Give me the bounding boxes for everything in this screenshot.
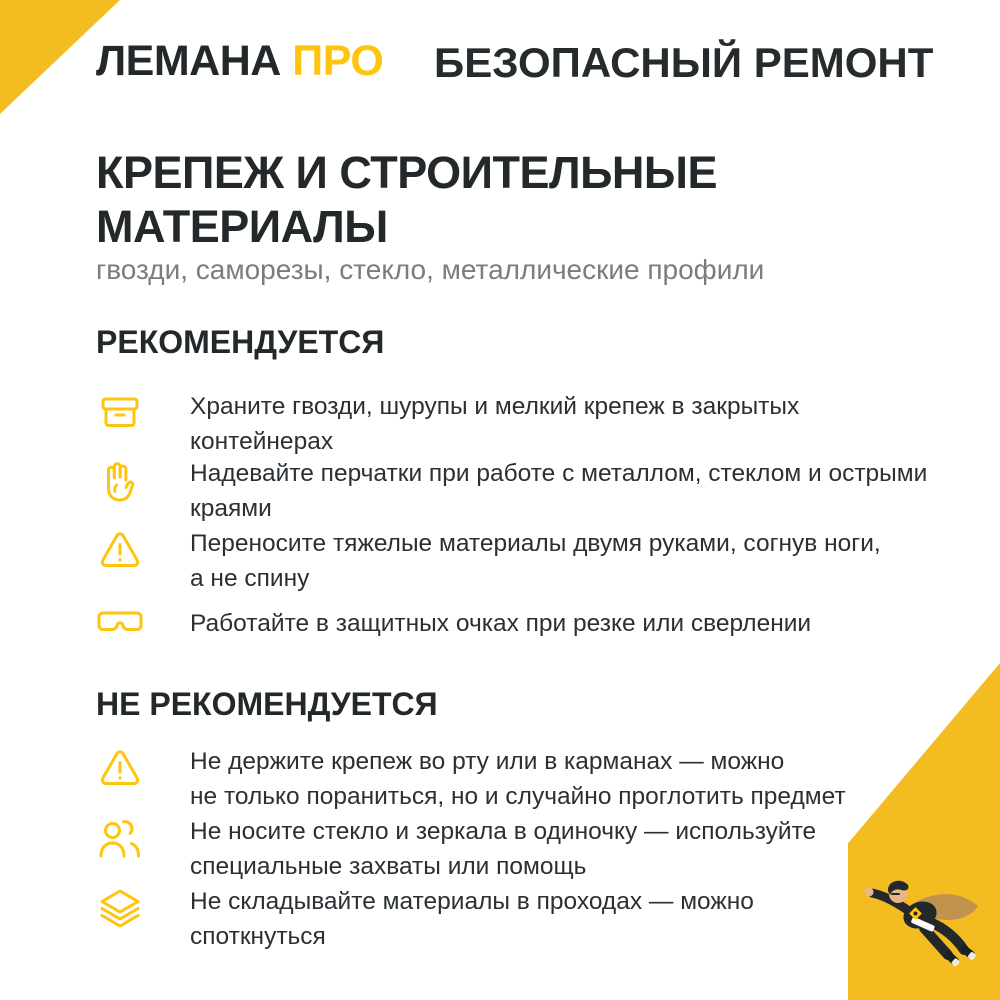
rule-text: Не складывайте материалы в проходах — можно споткнуться xyxy=(190,888,754,950)
rule-text: Храните гвозди, шурупы и мелкий крепеж в закрытых контейнерах xyxy=(190,393,800,455)
brand-logo xyxy=(96,37,384,85)
warning-triangle-icon xyxy=(96,527,146,577)
rule-row xyxy=(96,884,970,954)
warning-triangle-icon xyxy=(96,745,146,795)
program-title: БЕЗОПАСНЫЙ РЕМОНТ xyxy=(434,39,934,86)
rule-text: Не держите крепеж во рту или в карманах — можно не только пораниться, но и случайно проглотить предмет xyxy=(190,748,846,810)
people-pair-icon xyxy=(96,815,146,865)
page-title: КРЕПЕЖ И СТРОИТЕЛЬНЫЕ МАТЕРИАЛЫ xyxy=(96,147,717,252)
storage-box-icon xyxy=(96,390,146,440)
rule-row xyxy=(96,526,970,596)
brand-logo-accent: ПРО xyxy=(292,37,384,85)
brand-logo-primary: ЛЕМАНА xyxy=(96,37,281,85)
rule-text: Работайте в защитных очках при резке или сверлении xyxy=(190,610,812,637)
section-heading-not-recommended: НЕ РЕКОМЕНДУЕТСЯ xyxy=(96,686,438,722)
rule-text: Переносите тяжелые материалы двумя руками, согнув ноги, а не спину xyxy=(190,530,881,592)
layers-icon xyxy=(96,885,146,935)
safety-goggles-icon xyxy=(96,598,146,648)
rule-row xyxy=(96,606,970,641)
rule-row xyxy=(96,744,970,814)
hand-stop-icon xyxy=(96,457,146,507)
rule-text: Надевайте перчатки при работе с металлом, стеклом и острыми краями xyxy=(190,460,928,522)
rule-row xyxy=(96,814,970,884)
section-heading-recommended: РЕКОМЕНДУЕТСЯ xyxy=(96,324,385,360)
rule-row xyxy=(96,389,970,459)
flying-safety-hero-mascot xyxy=(856,864,994,992)
rule-row xyxy=(96,456,970,526)
rule-text: Не носите стекло и зеркала в одиночку — используйте специальные захваты или помощь xyxy=(190,818,817,880)
page-subtitle: гвозди, саморезы, стекло, металлические профили xyxy=(96,254,765,285)
